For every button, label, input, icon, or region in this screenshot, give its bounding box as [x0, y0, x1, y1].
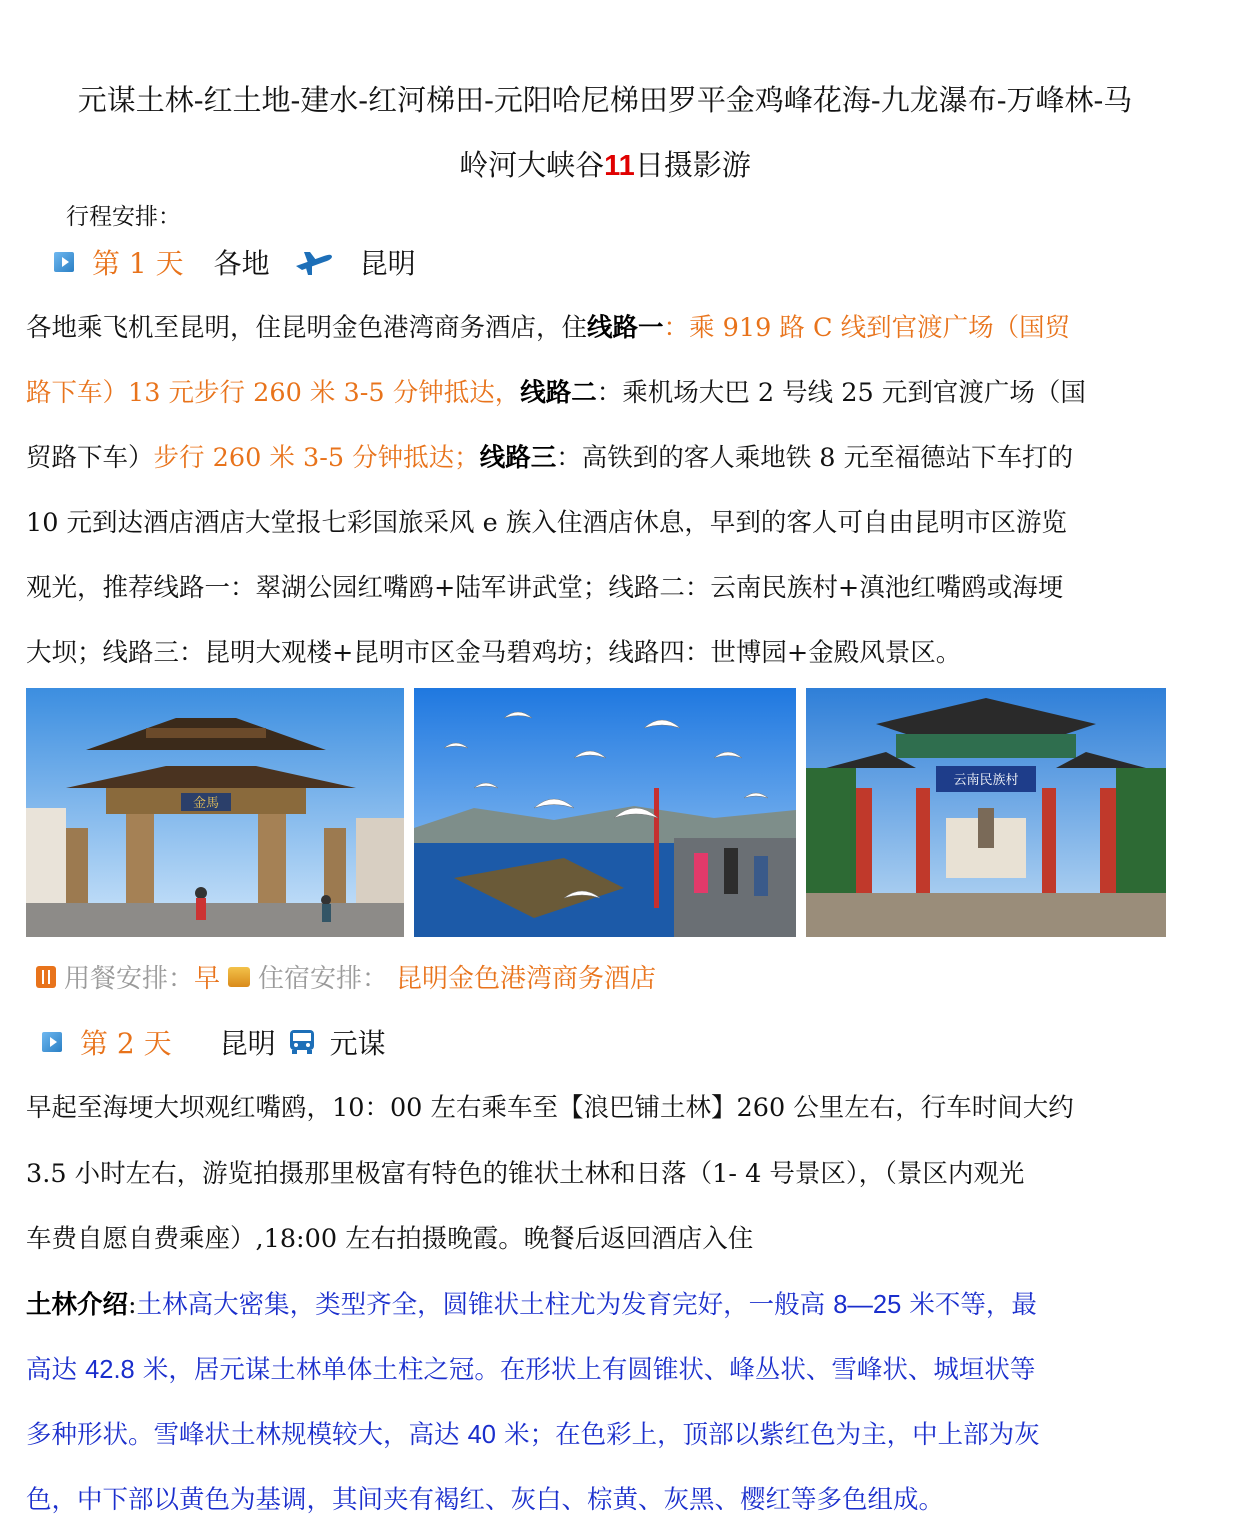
intro-line-1: 土林介绍:土林高大密集，类型齐全，圆锥状土柱尤为发育完好，一般高 8—25 米不等，最	[26, 1290, 1037, 1320]
photo-3-sign-text: 云南民族村	[953, 773, 1019, 788]
title-line-1: 元谋土林-红土地-建水-红河梯田-元阳哈尼梯田罗平金鸡峰花海-九龙瀑布-万峰林-马	[77, 83, 1133, 117]
day1-label: 第 1 天	[92, 247, 184, 280]
photo-red-billed-gulls	[414, 688, 796, 937]
day1-line-4: 10 元到达酒店酒店大堂报七彩国旅采风 e 族入住酒店休息，早到的客人可自由昆明市区游览	[26, 508, 1067, 538]
title-line-2	[0, 143, 1210, 184]
photo-ethnic-village-gate	[806, 688, 1166, 937]
meal-icon	[36, 966, 56, 988]
meals-label: 用餐安排：	[64, 964, 195, 994]
day1-line-3: 贸路下车）步行 260 米 3-5 分钟抵达；线路三：高铁到的客人乘地铁 8 元至福德站下车打的	[26, 443, 1074, 473]
intro-line-4: 色，中下部以黄色为基调，其间夹有褐红、灰白、棕黄、灰黑、樱红等多色组成。	[26, 1485, 945, 1515]
day1-line-6: 大坝；线路三：昆明大观楼+昆明市区金马碧鸡坊；线路四：世博园+金殿风景区。	[26, 638, 962, 668]
day2-label: 第 2 天	[80, 1027, 172, 1060]
day2-line-3: 车费自愿自费乘座）,18:00 左右拍摄晚霞。晚餐后返回酒店入住	[26, 1224, 754, 1254]
lodging-label: 住宿安排：	[258, 964, 389, 994]
day1-line-1: 各地乘飞机至昆明，住昆明金色港湾商务酒店，住线路一：乘 919 路 C 线到官渡广场（国贸	[26, 313, 1071, 343]
day1-from: 各地	[213, 247, 270, 280]
day2-to: 元谋	[329, 1027, 386, 1060]
photo-1-sign-text: 金馬	[192, 796, 220, 811]
meals-value: 早	[194, 964, 221, 994]
day1-line-2: 路下车）13 元步行 260 米 3-5 分钟抵达，线路二：乘机场大巴 2 号线 25 元到官渡广场（国	[26, 378, 1086, 408]
intro-line-3: 多种形状。雪峰状土林规模较大，高达 40 米；在色彩上，顶部以紫红色为主，中上部为灰	[26, 1420, 1040, 1450]
airplane-icon	[294, 248, 334, 276]
bullet-arrow-icon	[54, 252, 74, 272]
day1-to: 昆明	[359, 247, 416, 280]
itinerary-label: 行程安排：	[66, 204, 181, 230]
day1-header	[54, 242, 416, 282]
title-day-count: 11	[604, 150, 635, 182]
day1-meal-lodging	[36, 958, 656, 995]
day2-from: 昆明	[219, 1027, 276, 1060]
bus-icon	[288, 1028, 316, 1056]
day2-header	[42, 1022, 386, 1062]
day1-line-5: 观光，推荐线路一：翠湖公园红嘴鸥+陆军讲武堂；线路二：云南民族村+滇池红嘴鸥或海埂	[26, 573, 1064, 603]
intro-label: 土林介绍	[26, 1290, 129, 1320]
title-line-2-post: 日摄影游	[634, 148, 751, 182]
day2-line-1: 早起至海埂大坝观红嘴鸥，10：00 左右乘车至【浪巴铺土林】260 公里左右，行车时间大约	[26, 1093, 1074, 1123]
bullet-arrow-icon	[42, 1032, 62, 1052]
day2-line-2: 3.5 小时左右，游览拍摄那里极富有特色的锥状土林和日落（1- 4 号景区），（景区内观光	[26, 1159, 1025, 1189]
intro-line-2: 高达 42.8 米，居元谋土林单体土柱之冠。在形状上有圆锥状、峰丛状、雪峰状、城垣状等	[26, 1355, 1036, 1385]
photo-jinma-archway	[26, 688, 404, 937]
title-line-2-pre: 岭河大峡谷	[459, 148, 605, 182]
lodging-icon	[228, 967, 250, 987]
lodging-value: 昆明金色港湾商务酒店	[396, 964, 657, 994]
